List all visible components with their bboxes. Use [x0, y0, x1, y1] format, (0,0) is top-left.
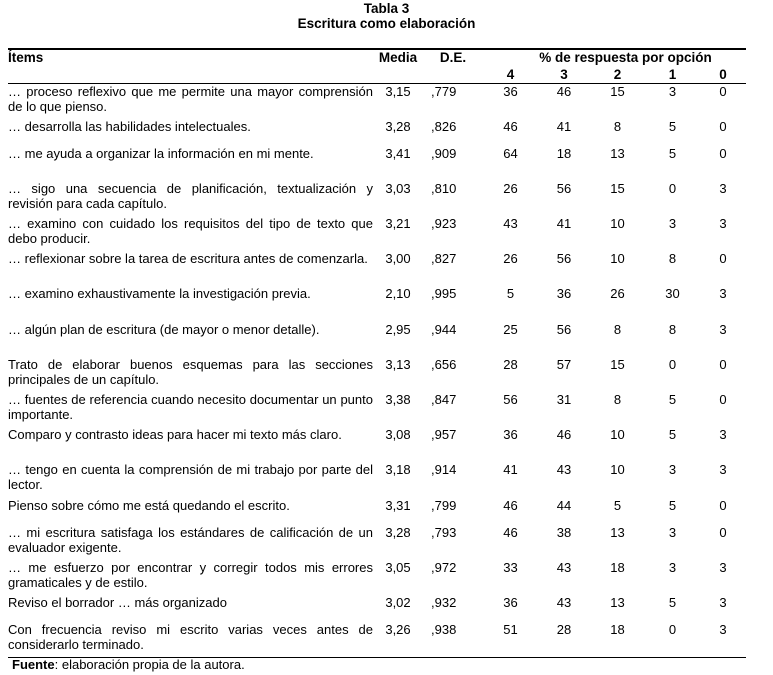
table-row — [8, 427, 746, 462]
item-text: … sigo una secuencia de planificación, textualización y revisión para cada capítulo. — [8, 180, 373, 211]
cell-p2: 15 — [610, 356, 625, 372]
cell-p1: 8 — [668, 251, 677, 267]
cell-media: 3,00 — [385, 251, 411, 267]
cell-p2: 15 — [610, 84, 625, 99]
cell-p3: 56 — [556, 180, 572, 196]
header-option-2: 2 — [590, 66, 645, 84]
cell-p4: 46 — [503, 118, 518, 134]
header-option-0: 0 — [700, 66, 746, 84]
table-number: Tabla 3 — [363, 1, 410, 16]
cell-de: ,656 — [431, 356, 457, 372]
cell-p3: 46 — [556, 84, 572, 99]
cell-de: ,847 — [431, 392, 457, 407]
cell-p3: 43 — [556, 559, 572, 575]
cell-p2: 10 — [610, 427, 625, 443]
cell-p0: 0 — [719, 145, 727, 161]
cell-p0: 3 — [719, 462, 727, 478]
cell-p1: 0 — [668, 180, 677, 196]
cell-media: 3,05 — [385, 559, 411, 575]
cell-de: ,938 — [423, 622, 483, 657]
cell-p0: 3 — [719, 216, 727, 232]
header-de: D.E. — [423, 49, 483, 66]
cell-p1: 3 — [668, 84, 677, 99]
cell-p3: 57 — [556, 356, 572, 372]
table-row — [8, 560, 746, 595]
footnote-text: : elaboración propia de la autora. — [54, 657, 245, 672]
cell-p3: 43 — [556, 594, 572, 610]
table-row — [8, 286, 746, 321]
cell-p1: 5 — [668, 427, 677, 443]
header-option-1: 1 — [645, 66, 700, 84]
cell-p1: 5 — [668, 392, 677, 407]
cell-p4: 28 — [503, 356, 518, 372]
item-text: Trato de elaborar buenos esquemas para las secciones principales de un capítulo. — [8, 356, 373, 387]
table-row — [8, 392, 746, 427]
cell-p1: 0 — [645, 622, 700, 657]
table-row — [8, 216, 746, 251]
cell-p4: 43 — [503, 216, 518, 232]
cell-p0: 0 — [719, 497, 727, 513]
cell-de: ,957 — [431, 427, 457, 443]
cell-de: ,932 — [431, 594, 457, 610]
cell-p0: 3 — [719, 180, 727, 196]
cell-p3: 31 — [556, 392, 572, 407]
cell-de: ,972 — [431, 559, 457, 575]
cell-p4: 36 — [503, 594, 518, 610]
cell-p0: 0 — [719, 524, 727, 540]
cell-p2: 15 — [610, 180, 625, 196]
table-row — [8, 181, 746, 216]
cell-p4: 46 — [503, 524, 518, 540]
cell-media: 3,21 — [385, 216, 411, 232]
cell-p2: 13 — [610, 145, 625, 161]
cell-p4: 26 — [503, 251, 518, 267]
cell-p0: 0 — [719, 251, 727, 267]
cell-p2: 10 — [610, 462, 625, 478]
table-row — [8, 84, 746, 119]
cell-p3: 46 — [556, 427, 572, 443]
item-text: … reflexionar sobre la tarea de escritura antes de comenzarla. — [8, 251, 368, 267]
data-table — [8, 48, 746, 658]
cell-de: ,995 — [431, 286, 457, 302]
item-text: … proceso reflexivo que me permite una mayor comprensión de lo que pienso. — [8, 84, 373, 114]
header-items: Ítems — [8, 49, 373, 66]
header-media: Media — [373, 49, 423, 66]
item-text: … me ayuda a organizar la información en mi mente. — [8, 145, 314, 161]
cell-p4: 41 — [503, 462, 518, 478]
item-text: … me esfuerzo por encontrar y corregir todos mis errores gramaticales y de estilo. — [8, 559, 373, 590]
cell-p3: 41 — [556, 216, 572, 232]
cell-p4: 5 — [506, 286, 515, 302]
cell-de: ,826 — [431, 118, 457, 134]
cell-p1: 3 — [668, 462, 677, 478]
cell-p2: 8 — [613, 392, 622, 407]
cell-p1: 0 — [668, 356, 677, 372]
cell-de: ,799 — [431, 497, 457, 513]
table-row — [8, 525, 746, 560]
cell-p3: 56 — [556, 321, 572, 337]
table-row — [8, 498, 746, 525]
cell-media: 3,31 — [385, 497, 411, 513]
cell-de: ,923 — [431, 216, 457, 232]
cell-de: ,914 — [431, 462, 457, 478]
cell-media: 3,28 — [385, 118, 411, 134]
cell-p3: 56 — [556, 251, 572, 267]
cell-p2: 26 — [610, 286, 625, 302]
item-text: … desarrolla las habilidades intelectuales. — [8, 118, 251, 134]
table-row — [8, 251, 746, 286]
cell-p4: 36 — [503, 84, 518, 99]
cell-de: ,909 — [431, 145, 457, 161]
cell-p0: 3 — [719, 286, 727, 302]
cell-media: 3,26 — [373, 622, 423, 657]
cell-p1: 8 — [668, 321, 677, 337]
cell-p3: 43 — [556, 462, 572, 478]
cell-p3: 18 — [556, 145, 572, 161]
cell-p0: 3 — [719, 321, 727, 337]
cell-p1: 5 — [668, 497, 677, 513]
table-row — [8, 146, 746, 181]
cell-media: 3,08 — [385, 427, 411, 443]
cell-p2: 18 — [590, 622, 645, 657]
cell-p1: 5 — [668, 118, 677, 134]
cell-media: 3,18 — [385, 462, 411, 478]
cell-media: 3,15 — [385, 84, 411, 99]
cell-p2: 13 — [610, 524, 625, 540]
item-text: … mi escritura satisfaga los estándares de calificación de un evaluador exigente. — [8, 524, 373, 555]
cell-p4: 25 — [503, 321, 518, 337]
cell-p3: 36 — [556, 286, 572, 302]
header-option-4: 4 — [483, 66, 538, 84]
cell-p0: 3 — [719, 559, 727, 575]
cell-p1: 3 — [668, 559, 677, 575]
item-text: Con frecuencia reviso mi escrito varias veces antes de considerarlo terminado. — [8, 622, 373, 657]
cell-p3: 41 — [556, 118, 572, 134]
item-text: … examino exhaustivamente la investigación previa. — [8, 286, 311, 302]
table-row — [8, 357, 746, 392]
table-row — [8, 119, 746, 146]
item-text: Comparo y contrasto ideas para hacer mi texto más claro. — [8, 427, 342, 443]
table-row — [8, 622, 746, 657]
cell-p2: 18 — [610, 559, 625, 575]
cell-p2: 10 — [610, 251, 625, 267]
cell-p2: 8 — [613, 321, 622, 337]
table-footnote — [12, 657, 245, 672]
cell-p4: 33 — [503, 559, 518, 575]
cell-media: 3,41 — [385, 145, 411, 161]
header-pct: % de respuesta por opción — [483, 49, 746, 66]
cell-p1: 5 — [668, 594, 677, 610]
table-row — [8, 322, 746, 357]
cell-de: ,944 — [431, 321, 457, 337]
header-option-3: 3 — [538, 66, 590, 84]
cell-p4: 46 — [503, 497, 518, 513]
cell-p0: 3 — [700, 622, 746, 657]
cell-p0: 3 — [719, 594, 727, 610]
table-row — [8, 595, 746, 622]
cell-p0: 3 — [719, 427, 727, 443]
item-text: … fuentes de referencia cuando necesito documentar un punto importante. — [8, 392, 373, 422]
cell-de: ,827 — [431, 251, 457, 267]
cell-p2: 10 — [610, 216, 625, 232]
cell-de: ,810 — [431, 180, 457, 196]
cell-p0: 0 — [719, 84, 727, 99]
cell-p4: 51 — [483, 622, 538, 657]
item-text: Pienso sobre cómo me está quedando el escrito. — [8, 497, 290, 513]
cell-p2: 5 — [613, 497, 622, 513]
cell-media: 3,13 — [385, 356, 411, 372]
cell-media: 3,02 — [385, 594, 411, 610]
cell-p1: 30 — [665, 286, 680, 302]
item-text: … algún plan de escritura (de mayor o menor detalle). — [8, 321, 320, 337]
cell-de: ,779 — [431, 84, 457, 99]
table-row — [8, 462, 746, 497]
table-caption — [0, 0, 773, 31]
item-text: Reviso el borrador … más organizado — [8, 594, 227, 610]
cell-p0: 0 — [719, 392, 727, 407]
cell-p2: 8 — [613, 118, 622, 134]
cell-media: 2,95 — [385, 321, 411, 337]
footnote-label: Fuente — [12, 657, 55, 672]
cell-media: 3,28 — [385, 524, 411, 540]
cell-p0: 0 — [719, 118, 727, 134]
cell-p4: 36 — [503, 427, 518, 443]
cell-p4: 64 — [503, 145, 518, 161]
table-title: Escritura como elaboración — [297, 16, 476, 31]
cell-p0: 0 — [719, 356, 727, 372]
item-text: … examino con cuidado los requisitos del tipo de texto que debo producir. — [8, 216, 373, 247]
cell-de: ,793 — [431, 524, 457, 540]
cell-p3: 44 — [556, 497, 572, 513]
cell-p3: 28 — [538, 622, 590, 657]
cell-media: 2,10 — [385, 286, 411, 302]
cell-p2: 13 — [610, 594, 625, 610]
item-text: … tengo en cuenta la comprensión de mi trabajo por parte del lector. — [8, 462, 373, 493]
cell-media: 3,03 — [385, 180, 411, 196]
cell-p1: 5 — [668, 145, 677, 161]
cell-p4: 56 — [503, 392, 518, 407]
cell-media: 3,38 — [385, 392, 411, 407]
cell-p3: 38 — [556, 524, 572, 540]
cell-p1: 3 — [668, 524, 677, 540]
cell-p4: 26 — [503, 180, 518, 196]
cell-p1: 3 — [668, 216, 677, 232]
